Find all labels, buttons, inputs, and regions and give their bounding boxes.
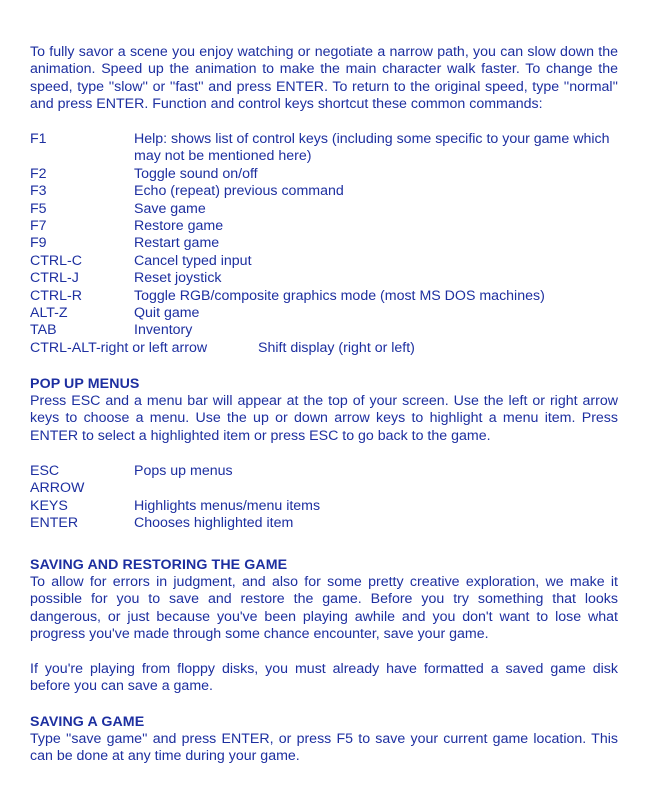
popup-desc: Pops up menus — [134, 463, 233, 479]
command-key: CTRL-J — [30, 270, 79, 287]
command-desc: Echo (repeat) previous command — [134, 183, 344, 200]
command-row-f9 — [30, 235, 630, 252]
command-desc: Restore game — [134, 218, 224, 235]
command-key: F3 — [30, 183, 47, 200]
popup-row-keys — [30, 498, 630, 515]
popup-key: KEYS — [30, 497, 68, 514]
floppy-paragraph: If you're playing from floppy disks, you must already have formatted a saved game disk before you can save a game. — [30, 661, 618, 695]
popup-key: ENTER — [30, 515, 79, 532]
command-key: CTRL-R — [30, 287, 83, 304]
command-row-f2 — [30, 166, 630, 183]
saving-game-heading: SAVING A GAME — [30, 714, 145, 730]
saving-restoring-heading: SAVING AND RESTORING THE GAME — [30, 557, 288, 573]
command-desc: Save game — [134, 200, 206, 217]
command-row-ctrl-alt-arrow — [30, 340, 630, 357]
command-row-ctrl-r — [30, 288, 630, 305]
command-row-f5 — [30, 201, 630, 218]
saving-game-paragraph: Type ''save game'' and press ENTER, or press F5 to save your current game location. This can be done at any time during your game. — [30, 731, 618, 765]
command-key: CTRL-C — [30, 252, 83, 269]
command-desc: Cancel typed input — [134, 252, 252, 269]
command-key: TAB — [30, 322, 57, 339]
intro-paragraph: To fully savor a scene you enjoy watching or negotiate a narrow path, you can slow down the animation. Speed up the animation to make the main character walk faster. To change the speed, type ''slow'' or ''fast'' and press ENTER. To return to the original speed, type ''normal'' and press ENTER. Function and control keys shortcut these common commands: — [30, 44, 618, 113]
command-row-f7 — [30, 218, 630, 235]
command-desc: Inventory — [134, 322, 193, 339]
popup-desc: Highlights menus/menu items — [134, 497, 321, 514]
popup-desc: Chooses highlighted item — [134, 515, 294, 532]
command-row-ctrl-c — [30, 253, 630, 270]
popup-desc — [134, 480, 630, 497]
command-row-ctrl-j — [30, 270, 630, 287]
popup-menus-heading: POP UP MENUS — [30, 376, 140, 392]
popup-menus-paragraph: Press ESC and a menu bar will appear at the top of your screen. Use the left or right arrow keys to choose a menu. Use the up or down arrow keys to highlight a menu item. Press ENTER to select a highlighted item or press ESC to go back to the game. — [30, 393, 618, 444]
command-desc: Restart game — [134, 235, 220, 252]
command-desc: Help: shows list of control keys (including some specific to your game which may not be mentioned here) — [134, 131, 610, 165]
command-key: F1 — [30, 131, 47, 147]
popup-key: ARROW — [30, 480, 85, 497]
command-row-alt-z — [30, 305, 630, 322]
command-desc: Quit game — [134, 305, 200, 322]
command-desc: Shift display (right or left) — [258, 339, 415, 356]
command-desc: Toggle RGB/composite graphics mode (most MS DOS machines) — [134, 287, 545, 304]
command-row-f1 — [30, 131, 630, 166]
command-key: F5 — [30, 200, 47, 217]
command-key: F9 — [30, 235, 47, 252]
command-row-f3 — [30, 183, 630, 200]
popup-key: ESC — [30, 463, 60, 479]
command-key: F7 — [30, 218, 47, 235]
command-key: CTRL-ALT-right or left arrow — [30, 339, 208, 356]
command-key: F2 — [30, 165, 47, 182]
command-desc: Reset joystick — [134, 270, 222, 287]
command-row-tab — [30, 322, 630, 339]
popup-row-enter — [30, 515, 630, 532]
popup-key-list — [30, 463, 630, 533]
command-key-list — [30, 131, 630, 357]
popup-row-esc — [30, 463, 630, 480]
saving-restoring-paragraph: To allow for errors in judgment, and also for some pretty creative exploration, we make it possible for you to save and restore the game. Before you try something that looks dangerous, or just because you've been playing awhile and you don't want to lose what progress you've made through some chance encounter, save your game. — [30, 574, 618, 643]
command-desc: Toggle sound on/off — [134, 165, 258, 182]
popup-row-arrow — [30, 480, 630, 497]
command-key: ALT-Z — [30, 305, 68, 322]
